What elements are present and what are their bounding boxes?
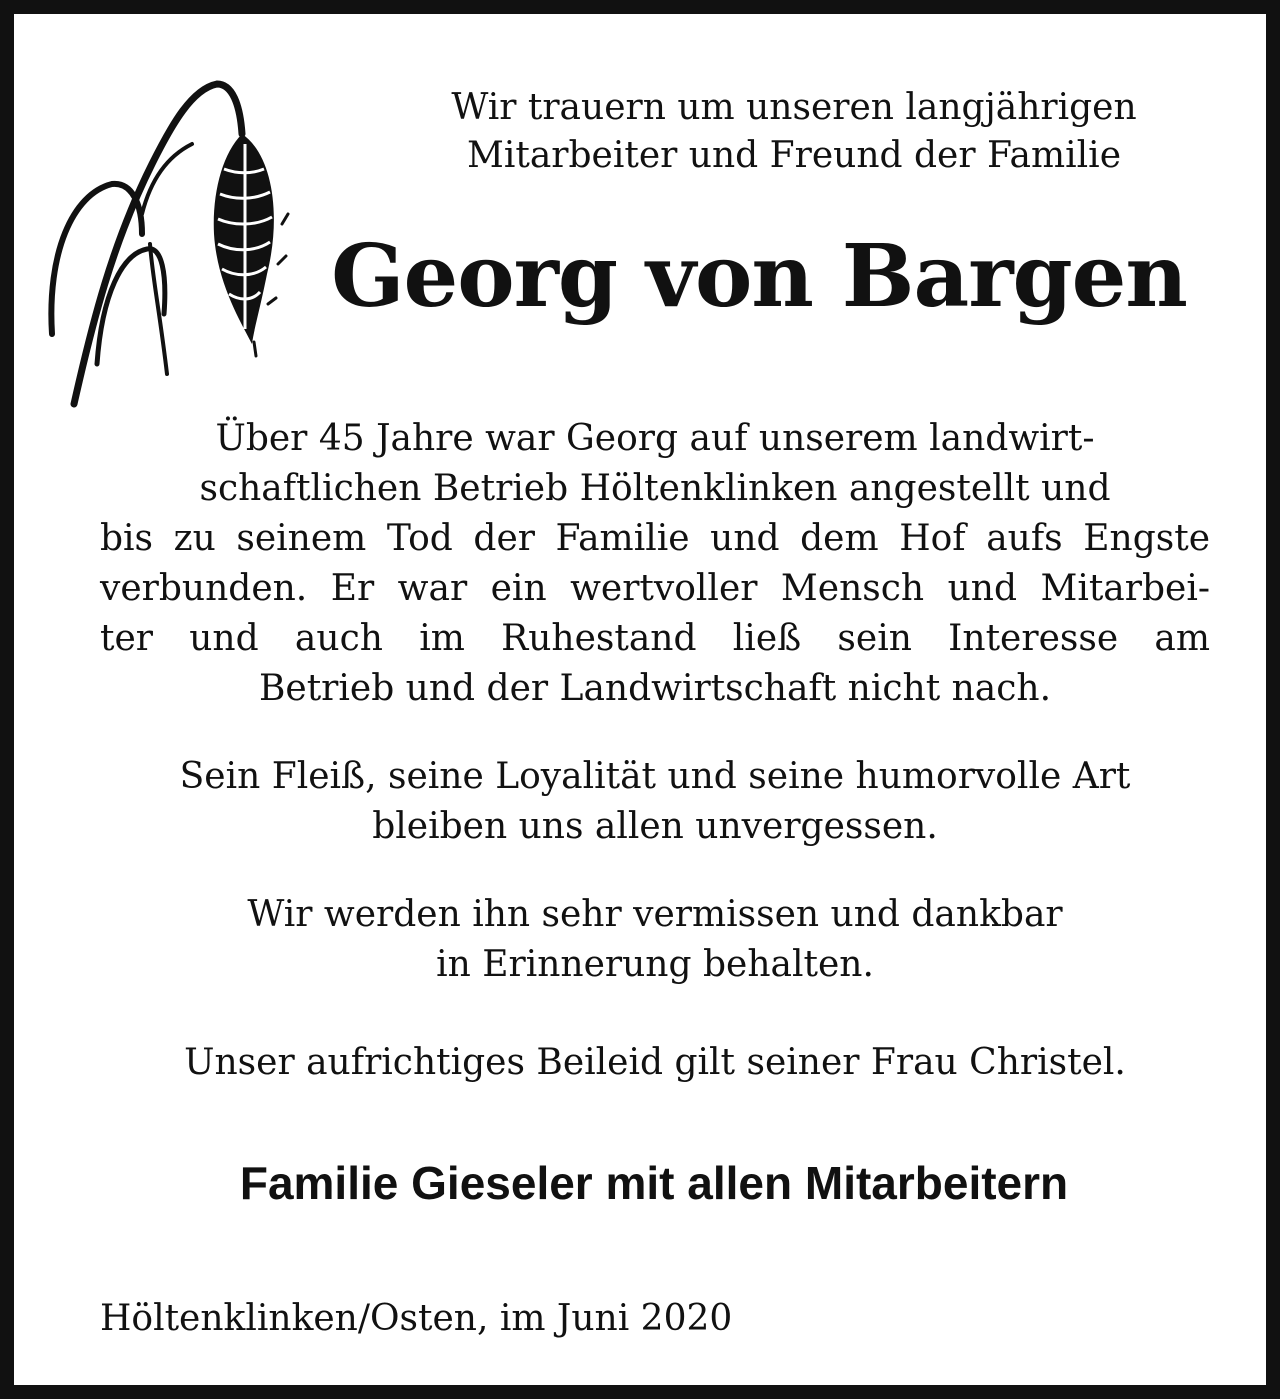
text-line: verbunden. Er war ein wertvoller Mensch und Mitarbei- (100, 568, 1210, 609)
intro-text (334, 84, 1254, 180)
intro-line: Mitarbeiter und Freund der Familie (467, 135, 1121, 176)
text-line: schaftlichen Betrieb Höltenklinken angestellt und (199, 468, 1111, 509)
intro-line: Wir trauern um unseren langjährigen (451, 87, 1137, 128)
deceased-name: Georg von Bargen (331, 226, 1187, 327)
text-line: in Erinnerung behalten. (436, 944, 874, 985)
wheat-ear-icon (42, 74, 292, 414)
text-line: Wir werden ihn sehr vermissen und dankbar (247, 894, 1063, 935)
text-line: bleiben uns allen unvergessen. (372, 806, 938, 847)
paragraph-condolence (100, 1038, 1210, 1088)
signature: Familie Gieseler mit allen Mitarbeitern (239, 1157, 1069, 1209)
text-line: ter und auch im Ruhestand ließ sein Interesse am (100, 618, 1210, 659)
text-line: Über 45 Jahre war Georg auf unserem landwirt- (215, 418, 1095, 459)
text-line: bis zu seinem Tod der Familie und dem Hof aufs Engste (100, 518, 1210, 559)
text-line: Sein Fleiß, seine Loyalität und seine humorvolle Art (179, 756, 1131, 797)
paragraph-remembrance (100, 890, 1210, 990)
text-line: Betrieb und der Landwirtschaft nicht nach. (258, 668, 1052, 709)
place-date: Höltenklinken/Osten, im Juni 2020 (100, 1298, 733, 1339)
paragraph-memory (100, 752, 1210, 852)
text-line: Unser aufrichtiges Beileid gilt seiner Frau Christel. (184, 1042, 1126, 1083)
paragraph-tribute (100, 414, 1210, 714)
